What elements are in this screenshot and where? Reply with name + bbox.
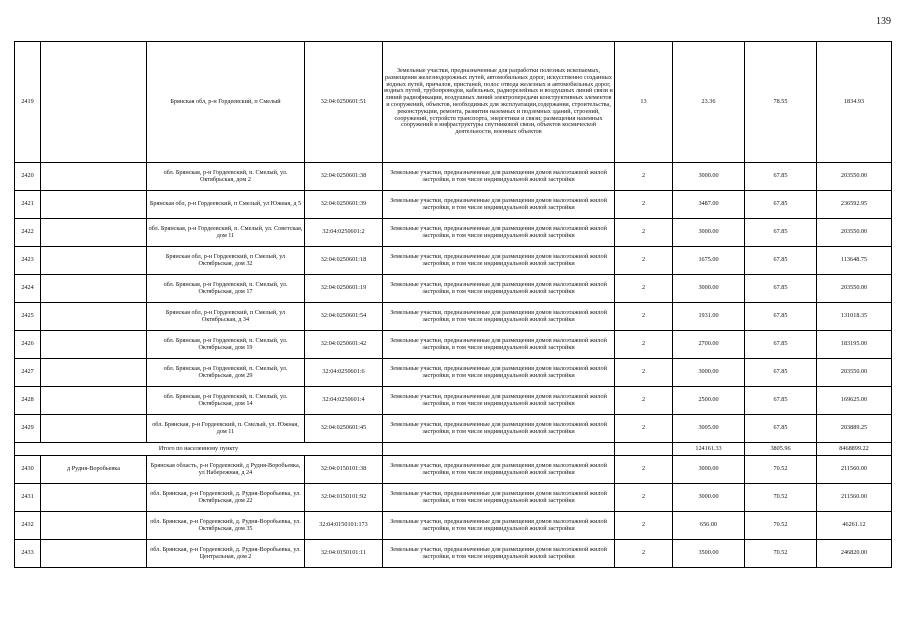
rate-cell: 67.85 bbox=[745, 191, 817, 219]
use-code-cell: 2 bbox=[615, 331, 673, 359]
table-row bbox=[15, 456, 892, 484]
cadastral-value-cell: 211560.00 bbox=[817, 456, 892, 484]
row-number: 2429 bbox=[15, 415, 41, 443]
land-use-cell: Земельные участки, предназначенные для размещения домов малоэтажной жилой застройки, в том числе индивидуальной жилой застройки bbox=[383, 331, 615, 359]
land-use-cell: Земельные участки, предназначенные для разработки полезных ископаемых, размещения железнодорожных путей, автомобильных дорог, искусственно созданных водных путей, причалов, пристаней, полос отвода железных и автомобильных дорог, водных путей, трубопроводов, кабельных, радиорелейных и воздушных линий связи и линий радиофикации, воздушных линий электропередачи конструктивных элементов и сооружений, объектов, необходимых для эксплуатации,содержания, строительства, реконструкции, ремонта, развития наземных и подземных зданий, строений, сооружений, устройств транспорта, энергетики и связи; размещения наземных сооружений и инфраструктуры спутниковой связи, объектов космической деятельности, военных объектов bbox=[383, 42, 615, 163]
address-cell: обл. Брянская, р-н Гордеевский, п. Смелый, ул. Октябрьская, дом 17 bbox=[147, 275, 305, 303]
use-code-cell: 2 bbox=[615, 219, 673, 247]
cadastral-value-cell: 203550.00 bbox=[817, 219, 892, 247]
address-cell: обл. Брянская, р-н Гордеевский, д. Рудня-Воробьевка, ул. Октябрьская, дом 22 bbox=[147, 484, 305, 512]
rate-cell: 67.85 bbox=[745, 415, 817, 443]
cadastral-number-cell: 32:04:0250601:54 bbox=[305, 303, 383, 331]
table-row bbox=[15, 415, 892, 443]
row-number: 2428 bbox=[15, 387, 41, 415]
table-row bbox=[15, 247, 892, 275]
settlement-cell bbox=[41, 540, 147, 568]
row-number: 2419 bbox=[15, 42, 41, 163]
land-use-cell: Земельные участки, предназначенные для размещения домов малоэтажной жилой застройки, в том числе индивидуальной жилой застройки bbox=[383, 484, 615, 512]
cadastral-number-cell: 32:04:0250601:6 bbox=[305, 359, 383, 387]
use-code-cell: 2 bbox=[615, 387, 673, 415]
row-number: 2421 bbox=[15, 191, 41, 219]
table-row bbox=[15, 191, 892, 219]
address-cell: Брянская обл, р-н Гордеевский, п Смелый, ул Октябрьская, дом 32 bbox=[147, 247, 305, 275]
table-row bbox=[15, 359, 892, 387]
land-use-cell: Земельные участки, предназначенные для размещения домов малоэтажной жилой застройки, в том числе индивидуальной жилой застройки bbox=[383, 359, 615, 387]
row-number: 2424 bbox=[15, 275, 41, 303]
total-empty-code bbox=[615, 443, 673, 456]
total-area: 124161.33 bbox=[673, 443, 745, 456]
cadastral-number-cell: 32:04:0150101:38 bbox=[305, 456, 383, 484]
land-use-cell: Земельные участки, предназначенные для размещения домов малоэтажной жилой застройки, в том числе индивидуальной жилой застройки bbox=[383, 163, 615, 191]
land-use-cell: Земельные участки, предназначенные для размещения домов малоэтажной жилой застройки, в том числе индивидуальной жилой застройки bbox=[383, 219, 615, 247]
address-cell: обл. Брянская, р-н Гордеевский, п. Смелый, ул. Октябрьская, дом 19 bbox=[147, 331, 305, 359]
land-use-cell: Земельные участки, предназначенные для размещения домов малоэтажной жилой застройки, в том числе индивидуальной жилой застройки bbox=[383, 303, 615, 331]
rate-cell: 67.85 bbox=[745, 247, 817, 275]
cadastral-value-cell: 236592.95 bbox=[817, 191, 892, 219]
land-use-cell: Земельные участки, предназначенные для размещения домов малоэтажной жилой застройки, в том числе индивидуальной жилой застройки bbox=[383, 275, 615, 303]
row-number: 2420 bbox=[15, 163, 41, 191]
area-cell: 656.00 bbox=[673, 512, 745, 540]
settlement-cell bbox=[41, 42, 147, 163]
rate-cell: 70.52 bbox=[745, 456, 817, 484]
land-use-cell: Земельные участки, предназначенные для размещения домов малоэтажной жилой застройки, в том числе индивидуальной жилой застройки bbox=[383, 456, 615, 484]
land-use-cell: Земельные участки, предназначенные для размещения домов малоэтажной жилой застройки, в том числе индивидуальной жилой застройки bbox=[383, 191, 615, 219]
rate-cell: 67.85 bbox=[745, 275, 817, 303]
row-number: 2427 bbox=[15, 359, 41, 387]
settlement-cell bbox=[41, 275, 147, 303]
area-cell: 2700.00 bbox=[673, 331, 745, 359]
total-rate: 3805.96 bbox=[745, 443, 817, 456]
cadastral-value-cell: 183195.00 bbox=[817, 331, 892, 359]
address-cell: Брянская обл, р-н Гордеевский, п Смелый bbox=[147, 42, 305, 163]
address-cell: обл. Брянская, р-н Гордеевский, п. Смелый, ул. Южная, дом 11 bbox=[147, 415, 305, 443]
address-cell: обл. Брянская, р-н Гордеевский, п. Смелый, ул. Октябрьская, дом 14 bbox=[147, 387, 305, 415]
table-row bbox=[15, 331, 892, 359]
rate-cell: 78.55 bbox=[745, 42, 817, 163]
use-code-cell: 2 bbox=[615, 484, 673, 512]
cadastral-value-cell: 46261.12 bbox=[817, 512, 892, 540]
address-cell: обл. Брянская, р-н Гордеевский, д. Рудня-Воробьевка, ул. Центральная, дом 2 bbox=[147, 540, 305, 568]
table-row bbox=[15, 540, 892, 568]
use-code-cell: 2 bbox=[615, 191, 673, 219]
table-row bbox=[15, 275, 892, 303]
rate-cell: 67.85 bbox=[745, 387, 817, 415]
total-value: 8468899.22 bbox=[817, 443, 892, 456]
land-use-cell: Земельные участки, предназначенные для размещения домов малоэтажной жилой застройки, в том числе индивидуальной жилой застройки bbox=[383, 415, 615, 443]
row-number: 2431 bbox=[15, 484, 41, 512]
table-row bbox=[15, 484, 892, 512]
cadastral-value-cell: 131018.35 bbox=[817, 303, 892, 331]
table-row bbox=[15, 163, 892, 191]
row-number: 2433 bbox=[15, 540, 41, 568]
table-row bbox=[15, 387, 892, 415]
cadastral-number-cell: 32:04:0250601:38 bbox=[305, 163, 383, 191]
rate-cell: 70.52 bbox=[745, 512, 817, 540]
cadastral-number-cell: 32:04:0250601:39 bbox=[305, 191, 383, 219]
settlement-cell bbox=[41, 484, 147, 512]
cadastral-value-cell: 113648.75 bbox=[817, 247, 892, 275]
settlement-cell bbox=[41, 512, 147, 540]
address-cell: обл. Брянская, р-н Гордеевский, п. Смелый, ул. Советская, дом 11 bbox=[147, 219, 305, 247]
use-code-cell: 2 bbox=[615, 415, 673, 443]
area-cell: 2500.00 bbox=[673, 387, 745, 415]
land-use-cell: Земельные участки, предназначенные для размещения домов малоэтажной жилой застройки, в том числе индивидуальной жилой застройки bbox=[383, 247, 615, 275]
area-cell: 3005.00 bbox=[673, 415, 745, 443]
table-row bbox=[15, 512, 892, 540]
area-cell: 3000.00 bbox=[673, 456, 745, 484]
row-number: 2426 bbox=[15, 331, 41, 359]
land-registry-table bbox=[14, 41, 892, 568]
area-cell: 1675.00 bbox=[673, 247, 745, 275]
settlement-cell: д Рудня-Воробьевка bbox=[41, 456, 147, 484]
use-code-cell: 2 bbox=[615, 456, 673, 484]
cadastral-number-cell: 32:04:0150101:92 bbox=[305, 484, 383, 512]
address-cell: обл. Брянская, р-н Гордеевский, д. Рудня-Воробьевка, ул. Октябрьская, дом 35 bbox=[147, 512, 305, 540]
settlement-cell bbox=[41, 331, 147, 359]
area-cell: 23.36 bbox=[673, 42, 745, 163]
cadastral-value-cell: 203550.00 bbox=[817, 359, 892, 387]
settlement-total-row bbox=[15, 443, 892, 456]
settlement-cell bbox=[41, 415, 147, 443]
rate-cell: 70.52 bbox=[745, 540, 817, 568]
cadastral-number-cell: 32:04:0250601:42 bbox=[305, 331, 383, 359]
settlement-cell bbox=[41, 303, 147, 331]
table-row bbox=[15, 42, 892, 163]
address-cell: Брянская обл, р-н Гордеевский, п Смелый, ул Октябрьская, д 34 bbox=[147, 303, 305, 331]
total-empty-use bbox=[383, 443, 615, 456]
settlement-cell bbox=[41, 191, 147, 219]
cadastral-number-cell: 32:04:0250601:18 bbox=[305, 247, 383, 275]
use-code-cell: 2 bbox=[615, 163, 673, 191]
rate-cell: 67.85 bbox=[745, 303, 817, 331]
rate-cell: 67.85 bbox=[745, 219, 817, 247]
cadastral-number-cell: 32:04:0150101:173 bbox=[305, 512, 383, 540]
area-cell: 3487.00 bbox=[673, 191, 745, 219]
table-body bbox=[15, 42, 892, 568]
cadastral-value-cell: 211560.00 bbox=[817, 484, 892, 512]
row-number: 2422 bbox=[15, 219, 41, 247]
rate-cell: 67.85 bbox=[745, 359, 817, 387]
row-number: 2425 bbox=[15, 303, 41, 331]
settlement-cell bbox=[41, 219, 147, 247]
cadastral-number-cell: 32:04:0250601:19 bbox=[305, 275, 383, 303]
use-code-cell: 2 bbox=[615, 512, 673, 540]
land-use-cell: Земельные участки, предназначенные для размещения домов малоэтажной жилой застройки, в том числе индивидуальной жилой застройки bbox=[383, 387, 615, 415]
settlement-cell bbox=[41, 163, 147, 191]
address-cell: обл. Брянская, р-н Гордеевский, п. Смелый, ул. Октябрьская, дом 2 bbox=[147, 163, 305, 191]
area-cell: 3000.00 bbox=[673, 484, 745, 512]
cadastral-number-cell: 32:04:0250601:51 bbox=[305, 42, 383, 163]
cadastral-value-cell: 246820.00 bbox=[817, 540, 892, 568]
row-number: 2432 bbox=[15, 512, 41, 540]
use-code-cell: 13 bbox=[615, 42, 673, 163]
area-cell: 1931.00 bbox=[673, 303, 745, 331]
row-number: 2423 bbox=[15, 247, 41, 275]
area-cell: 3000.00 bbox=[673, 163, 745, 191]
total-label: Итого по населенному пункту bbox=[15, 443, 383, 456]
row-number: 2430 bbox=[15, 456, 41, 484]
address-cell: Брянская область, р-н Гордеевский, д Рудня-Воробьевка, ул Набережная, д 24 bbox=[147, 456, 305, 484]
area-cell: 3500.00 bbox=[673, 540, 745, 568]
use-code-cell: 2 bbox=[615, 359, 673, 387]
area-cell: 3000.00 bbox=[673, 275, 745, 303]
settlement-cell bbox=[41, 359, 147, 387]
cadastral-value-cell: 1834.93 bbox=[817, 42, 892, 163]
table-row bbox=[15, 303, 892, 331]
settlement-cell bbox=[41, 387, 147, 415]
area-cell: 3000.00 bbox=[673, 359, 745, 387]
rate-cell: 67.85 bbox=[745, 331, 817, 359]
use-code-cell: 2 bbox=[615, 275, 673, 303]
use-code-cell: 2 bbox=[615, 247, 673, 275]
cadastral-value-cell: 169625.00 bbox=[817, 387, 892, 415]
cadastral-number-cell: 32:04:0250601:2 bbox=[305, 219, 383, 247]
rate-cell: 70.52 bbox=[745, 484, 817, 512]
use-code-cell: 2 bbox=[615, 540, 673, 568]
land-use-cell: Земельные участки, предназначенные для размещения домов малоэтажной жилой застройки, в том числе индивидуальной жилой застройки bbox=[383, 540, 615, 568]
address-cell: Брянская обл, р-н Гордеевский, п Смелый, ул Южная, д 5 bbox=[147, 191, 305, 219]
cadastral-value-cell: 203550.00 bbox=[817, 163, 892, 191]
cadastral-number-cell: 32:04:0250601:45 bbox=[305, 415, 383, 443]
land-use-cell: Земельные участки, предназначенные для размещения домов малоэтажной жилой застройки, в том числе индивидуальной жилой застройки bbox=[383, 512, 615, 540]
rate-cell: 67.85 bbox=[745, 163, 817, 191]
cadastral-number-cell: 32:04:0150101:11 bbox=[305, 540, 383, 568]
table-row bbox=[15, 219, 892, 247]
cadastral-value-cell: 203550.00 bbox=[817, 275, 892, 303]
area-cell: 3000.00 bbox=[673, 219, 745, 247]
cadastral-value-cell: 203889.25 bbox=[817, 415, 892, 443]
page-number: 139 bbox=[876, 16, 891, 27]
cadastral-number-cell: 32:04:0250601:4 bbox=[305, 387, 383, 415]
use-code-cell: 2 bbox=[615, 303, 673, 331]
address-cell: обл. Брянская, р-н Гордеевский, п. Смелый, ул. Октябрьская, дом 29 bbox=[147, 359, 305, 387]
settlement-cell bbox=[41, 247, 147, 275]
